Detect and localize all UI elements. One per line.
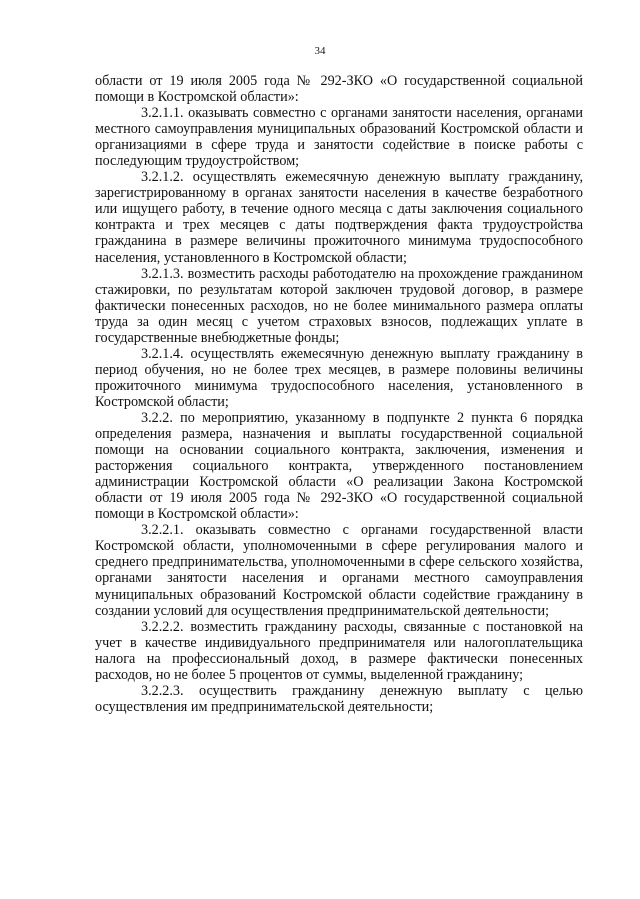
paragraph-continuation: области от 19 июля 2005 года № 292-ЗКО «О государственной социальной помощи в Костромской области»: xyxy=(95,73,583,106)
paragraph-3-2-2-1: 3.2.2.1. оказывать совместно с органами государственной власти Костромской области, уполномоченными в сфере регулирования малого и среднего предпринимательства, уполномоченными в сфере сельского хозяйства, органами занятости населения и органами местного самоуправления муниципальных образований Костромской области содействие гражданину в создании условий для осуществления предпринимательской деятельности; xyxy=(95,522,583,619)
page-number: 34 xyxy=(314,45,326,57)
paragraph-3-2-1-2: 3.2.1.2. осуществлять ежемесячную денежную выплату гражданину, зарегистрированному в органах занятости населения в качестве безработного или ищущего работу, в течение одного месяца с даты заключения социального контракта и трех месяцев с даты подтверждения факта трудоустройства гражданина в размере величины прожиточного минимума трудоспособного населения, установленного в Костромской области; xyxy=(95,169,583,266)
paragraph-3-2-2-3: 3.2.2.3. осуществить гражданину денежную выплату с целью осуществления им предпринимательской деятельности; xyxy=(95,682,583,715)
paragraph-3-2-1-4: 3.2.1.4. осуществлять ежемесячную денежную выплату гражданину в период обучения, но не более трех месяцев, в размере половины величины прожиточного минимума трудоспособного населения, установленного в Костромской области; xyxy=(95,345,583,410)
paragraph-3-2-1-3: 3.2.1.3. возместить расходы работодателю на прохождение гражданином стажировки, по результатам которой заключен трудовой договор, в размере фактически понесенных расходов, но не более минимального размера оплаты труда за один месяц с учетом страховых взносов, подлежащих уплате в государственные внебюджетные фонды; xyxy=(95,265,583,346)
paragraph-3-2-2: 3.2.2. по мероприятию, указанному в подпункте 2 пункта 6 порядка определения размера, назначения и выплаты государственной социальной помощи на основании социального контракта, заключения, изменения и расторжения социального контракта, утвержденного постановлением администрации Костромской области «О реализации Закона Костромской области от 19 июля 2005 года № 292-ЗКО «О государственной социальной помощи в Костромской области»: xyxy=(95,409,583,523)
paragraph-3-2-1-1: 3.2.1.1. оказывать совместно с органами занятости населения, органами местного самоуправления муниципальных образований Костромской области и организациями в сфере труда и занятости содействие в поиске работы с последующим трудоустройством; xyxy=(95,105,583,170)
document-body xyxy=(95,73,583,715)
paragraph-3-2-2-2: 3.2.2.2. возместить гражданину расходы, связанные с постановкой на учет в качестве индивидуального предпринимателя или налогоплательщика налога на профессиональный доход, в размере фактически понесенных расходов, но не более 5 процентов от суммы, выделенной гражданину; xyxy=(95,618,583,683)
